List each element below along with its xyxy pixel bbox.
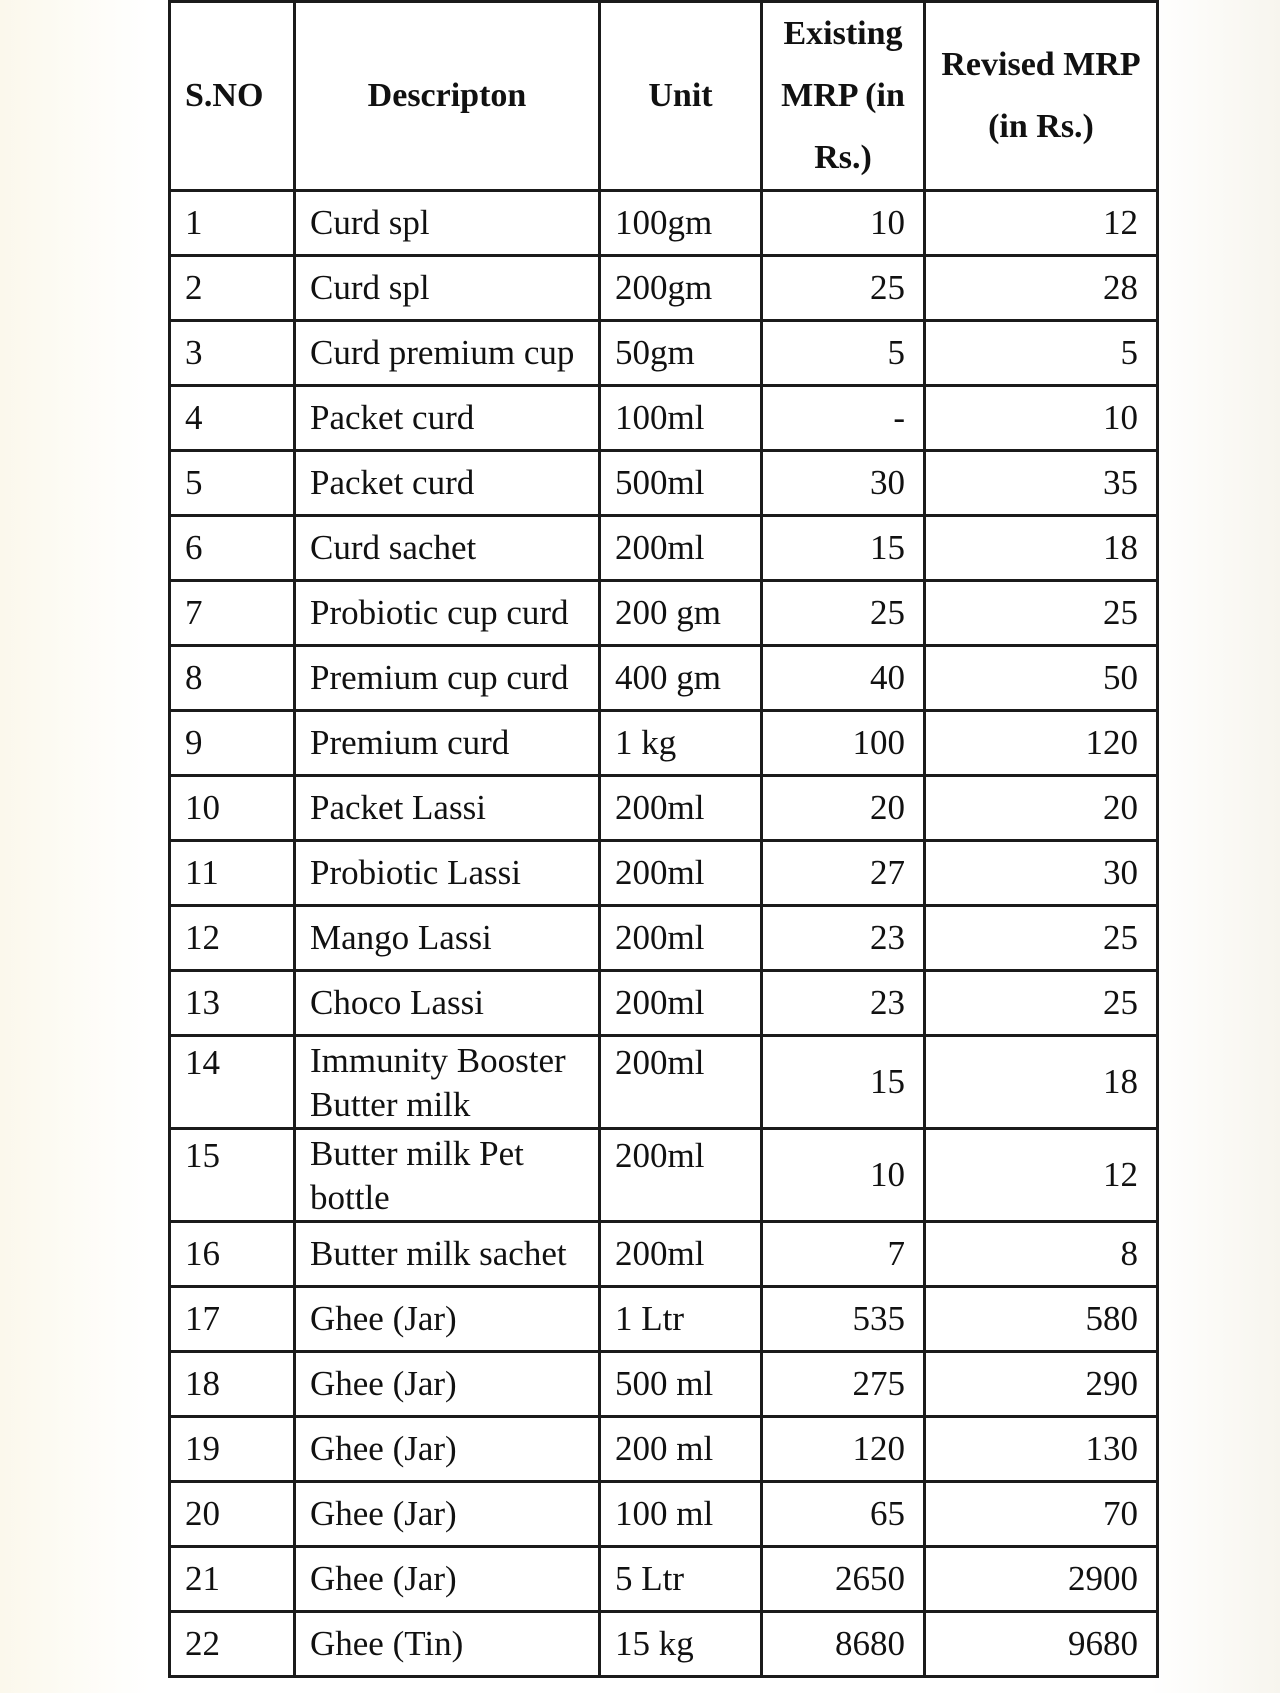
cell-sno: 17 — [170, 1287, 295, 1352]
cell-unit: 200ml — [600, 776, 762, 841]
cell-description: Ghee (Jar) — [295, 1482, 600, 1547]
table-row — [170, 581, 1158, 646]
cell-existing-mrp: 8680 — [762, 1612, 925, 1677]
cell-sno: 16 — [170, 1222, 295, 1287]
table-row — [170, 1417, 1158, 1482]
table-header-row — [170, 2, 1158, 191]
cell-description: Ghee (Jar) — [295, 1352, 600, 1417]
cell-description: Ghee (Jar) — [295, 1417, 600, 1482]
cell-sno: 4 — [170, 386, 295, 451]
cell-unit: 400 gm — [600, 646, 762, 711]
table-row — [170, 1612, 1158, 1677]
cell-sno: 3 — [170, 321, 295, 386]
table-row — [170, 776, 1158, 841]
cell-sno: 21 — [170, 1547, 295, 1612]
table-row — [170, 386, 1158, 451]
cell-sno: 8 — [170, 646, 295, 711]
table-row — [170, 1482, 1158, 1547]
price-revision-table — [168, 0, 1159, 1678]
cell-sno: 18 — [170, 1352, 295, 1417]
table-row — [170, 711, 1158, 776]
cell-existing-mrp: 25 — [762, 256, 925, 321]
header-description: Descripton — [295, 2, 600, 191]
cell-description: Probiotic cup curd — [295, 581, 600, 646]
cell-description: Choco Lassi — [295, 971, 600, 1036]
cell-revised-mrp: 12 — [925, 1129, 1158, 1222]
cell-description: Mango Lassi — [295, 906, 600, 971]
header-revised-mrp: Revised MRP (in Rs.) — [925, 2, 1158, 191]
cell-revised-mrp: 9680 — [925, 1612, 1158, 1677]
cell-unit: 15 kg — [600, 1612, 762, 1677]
cell-unit: 500ml — [600, 451, 762, 516]
cell-unit: 100gm — [600, 191, 762, 256]
cell-description: Packet curd — [295, 451, 600, 516]
table-row — [170, 516, 1158, 581]
cell-existing-mrp: 100 — [762, 711, 925, 776]
header-unit: Unit — [600, 2, 762, 191]
cell-unit: 5 Ltr — [600, 1547, 762, 1612]
cell-unit: 200ml — [600, 1222, 762, 1287]
cell-unit: 500 ml — [600, 1352, 762, 1417]
cell-unit: 200ml — [600, 906, 762, 971]
cell-sno: 15 — [170, 1129, 295, 1222]
cell-existing-mrp: 65 — [762, 1482, 925, 1547]
table-row — [170, 1547, 1158, 1612]
cell-sno: 10 — [170, 776, 295, 841]
cell-revised-mrp: 130 — [925, 1417, 1158, 1482]
table-row — [170, 1036, 1158, 1129]
price-table-wrapper — [168, 0, 1156, 1678]
cell-existing-mrp: 120 — [762, 1417, 925, 1482]
cell-existing-mrp: 15 — [762, 1036, 925, 1129]
cell-sno: 20 — [170, 1482, 295, 1547]
cell-sno: 2 — [170, 256, 295, 321]
table-row — [170, 191, 1158, 256]
cell-revised-mrp: 18 — [925, 516, 1158, 581]
cell-sno: 6 — [170, 516, 295, 581]
cell-description: Packet Lassi — [295, 776, 600, 841]
cell-sno: 12 — [170, 906, 295, 971]
cell-revised-mrp: 30 — [925, 841, 1158, 906]
cell-revised-mrp: 120 — [925, 711, 1158, 776]
cell-sno: 22 — [170, 1612, 295, 1677]
cell-description: Premium curd — [295, 711, 600, 776]
cell-description: Butter milk sachet — [295, 1222, 600, 1287]
cell-description: Probiotic Lassi — [295, 841, 600, 906]
cell-sno: 7 — [170, 581, 295, 646]
cell-sno: 9 — [170, 711, 295, 776]
cell-description: Curd premium cup — [295, 321, 600, 386]
cell-revised-mrp: 28 — [925, 256, 1158, 321]
cell-unit: 200gm — [600, 256, 762, 321]
cell-revised-mrp: 290 — [925, 1352, 1158, 1417]
table-row — [170, 321, 1158, 386]
cell-revised-mrp: 10 — [925, 386, 1158, 451]
cell-unit: 100 ml — [600, 1482, 762, 1547]
cell-sno: 14 — [170, 1036, 295, 1129]
cell-existing-mrp: 25 — [762, 581, 925, 646]
cell-unit: 1 kg — [600, 711, 762, 776]
header-sno: S.NO — [170, 2, 295, 191]
cell-revised-mrp: 8 — [925, 1222, 1158, 1287]
table-row — [170, 1129, 1158, 1222]
cell-revised-mrp: 35 — [925, 451, 1158, 516]
cell-revised-mrp: 25 — [925, 971, 1158, 1036]
cell-unit: 1 Ltr — [600, 1287, 762, 1352]
cell-unit: 200ml — [600, 841, 762, 906]
cell-revised-mrp: 25 — [925, 581, 1158, 646]
cell-revised-mrp: 2900 — [925, 1547, 1158, 1612]
cell-description: Curd sachet — [295, 516, 600, 581]
cell-existing-mrp: 10 — [762, 1129, 925, 1222]
cell-revised-mrp: 50 — [925, 646, 1158, 711]
cell-description: Packet curd — [295, 386, 600, 451]
cell-description: Ghee (Jar) — [295, 1287, 600, 1352]
table-row — [170, 971, 1158, 1036]
cell-sno: 1 — [170, 191, 295, 256]
cell-revised-mrp: 12 — [925, 191, 1158, 256]
cell-existing-mrp: 27 — [762, 841, 925, 906]
cell-existing-mrp: 275 — [762, 1352, 925, 1417]
cell-unit: 50gm — [600, 321, 762, 386]
table-row — [170, 646, 1158, 711]
cell-existing-mrp: 10 — [762, 191, 925, 256]
table-body — [170, 191, 1158, 1677]
cell-sno: 11 — [170, 841, 295, 906]
cell-existing-mrp: - — [762, 386, 925, 451]
cell-existing-mrp: 20 — [762, 776, 925, 841]
cell-description: Curd spl — [295, 191, 600, 256]
cell-existing-mrp: 23 — [762, 971, 925, 1036]
cell-revised-mrp: 5 — [925, 321, 1158, 386]
table-row — [170, 1287, 1158, 1352]
cell-unit: 200 gm — [600, 581, 762, 646]
table-row — [170, 906, 1158, 971]
cell-revised-mrp: 18 — [925, 1036, 1158, 1129]
table-row — [170, 256, 1158, 321]
cell-sno: 19 — [170, 1417, 295, 1482]
cell-unit: 200ml — [600, 1036, 762, 1129]
cell-sno: 13 — [170, 971, 295, 1036]
cell-sno: 5 — [170, 451, 295, 516]
cell-description: Premium cup curd — [295, 646, 600, 711]
cell-existing-mrp: 535 — [762, 1287, 925, 1352]
cell-revised-mrp: 70 — [925, 1482, 1158, 1547]
cell-existing-mrp: 2650 — [762, 1547, 925, 1612]
cell-existing-mrp: 40 — [762, 646, 925, 711]
cell-unit: 200ml — [600, 516, 762, 581]
cell-existing-mrp: 5 — [762, 321, 925, 386]
table-row — [170, 841, 1158, 906]
cell-revised-mrp: 20 — [925, 776, 1158, 841]
cell-unit: 100ml — [600, 386, 762, 451]
cell-description: Immunity Booster Butter milk — [295, 1036, 600, 1129]
cell-description: Butter milk Pet bottle — [295, 1129, 600, 1222]
cell-unit: 200ml — [600, 971, 762, 1036]
table-row — [170, 451, 1158, 516]
cell-existing-mrp: 15 — [762, 516, 925, 581]
cell-existing-mrp: 23 — [762, 906, 925, 971]
cell-existing-mrp: 7 — [762, 1222, 925, 1287]
cell-description: Ghee (Tin) — [295, 1612, 600, 1677]
header-existing-mrp: Existing MRP (in Rs.) — [762, 2, 925, 191]
cell-unit: 200ml — [600, 1129, 762, 1222]
cell-existing-mrp: 30 — [762, 451, 925, 516]
cell-unit: 200 ml — [600, 1417, 762, 1482]
cell-description: Curd spl — [295, 256, 600, 321]
cell-description: Ghee (Jar) — [295, 1547, 600, 1612]
cell-revised-mrp: 580 — [925, 1287, 1158, 1352]
cell-revised-mrp: 25 — [925, 906, 1158, 971]
table-row — [170, 1352, 1158, 1417]
table-row — [170, 1222, 1158, 1287]
